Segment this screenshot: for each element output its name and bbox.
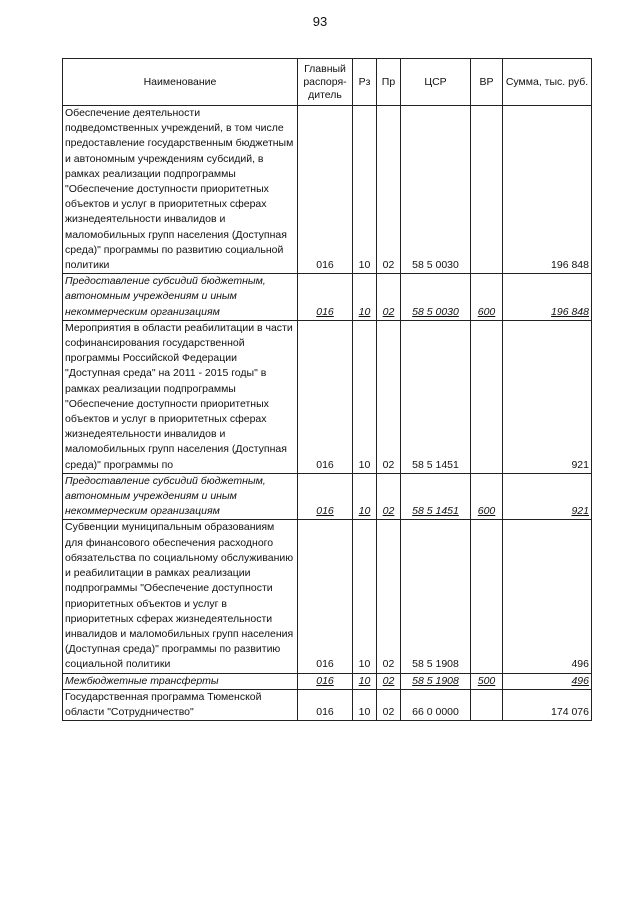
table-row — [63, 106, 592, 274]
cell-pr: 02 — [377, 520, 401, 673]
cell-admin: 016 — [298, 274, 353, 321]
cell-sum: 921 — [503, 473, 592, 520]
table-row — [63, 689, 592, 720]
cell-csr: 66 0 0000 — [401, 689, 471, 720]
cell-admin: 016 — [298, 320, 353, 473]
cell-vr — [471, 320, 503, 473]
header-name: Наименование — [63, 59, 298, 106]
cell-vr — [471, 106, 503, 274]
header-rz: Рз — [353, 59, 377, 106]
cell-admin: 016 — [298, 520, 353, 673]
cell-name: Мероприятия в области реабилитации в части софинансирования государственной программы Российской Федерации "Доступная среда" на 2011 - 2015 годы" в рамках реализации подпрограммы "Обеспечение доступности приоритетных объектов и услуг в приоритетных сферах жизнедеятельности инвалидов и маломобильных групп населения (Доступная среда)" программы по — [63, 320, 298, 473]
cell-csr: 58 5 1908 — [401, 673, 471, 689]
cell-pr: 02 — [377, 320, 401, 473]
header-csr: ЦСР — [401, 59, 471, 106]
cell-admin: 016 — [298, 689, 353, 720]
cell-name: Предоставление субсидий бюджетным, автономным учреждениям и иным некоммерческим организациям — [63, 473, 298, 520]
cell-name: Субвенции муниципальным образованиям для финансового обеспечения расходного обязательства по социальному обслуживанию и реабилитации в рамках реализации подпрограммы "Обеспечение доступности приоритетных объектов и услуг в приоритетных сферах жизнедеятельности инвалидов и маломобильных групп населения (Доступная среда)" программы по развитию социальной политики — [63, 520, 298, 673]
cell-rz: 10 — [353, 520, 377, 673]
cell-rz: 10 — [353, 106, 377, 274]
page-number: 93 — [312, 14, 328, 29]
header-sum: Сумма, тыс. руб. — [503, 59, 592, 106]
cell-pr: 02 — [377, 274, 401, 321]
cell-sum: 196 848 — [503, 274, 592, 321]
table-row — [63, 473, 592, 520]
cell-name: Предоставление субсидий бюджетным, автономным учреждениям и иным некоммерческим организациям — [63, 274, 298, 321]
cell-sum: 196 848 — [503, 106, 592, 274]
cell-name: Государственная программа Тюменской области "Сотрудничество" — [63, 689, 298, 720]
cell-pr: 02 — [377, 106, 401, 274]
cell-sum: 921 — [503, 320, 592, 473]
header-admin: Главный распоря-дитель — [298, 59, 353, 106]
cell-sum: 496 — [503, 520, 592, 673]
cell-admin: 016 — [298, 673, 353, 689]
cell-rz: 10 — [353, 673, 377, 689]
cell-sum: 174 076 — [503, 689, 592, 720]
cell-rz: 10 — [353, 689, 377, 720]
table-row — [63, 320, 592, 473]
budget-table — [62, 58, 592, 721]
cell-csr: 58 5 1451 — [401, 320, 471, 473]
table-row — [63, 520, 592, 673]
header-vr: ВР — [471, 59, 503, 106]
table-row — [63, 673, 592, 689]
cell-rz: 10 — [353, 473, 377, 520]
cell-vr — [471, 689, 503, 720]
cell-admin: 016 — [298, 473, 353, 520]
cell-vr: 500 — [471, 673, 503, 689]
cell-admin: 016 — [298, 106, 353, 274]
cell-csr: 58 5 1908 — [401, 520, 471, 673]
cell-pr: 02 — [377, 673, 401, 689]
cell-name: Обеспечение деятельности подведомственных учреждений, в том числе предоставление государственным бюджетным и автономным учреждениям субсидий, в рамках реализации подпрограммы "Обеспечение доступности приоритетных объектов и услуг в приоритетных сферах жизнедеятельности инвалидов и маломобильных групп населения (Доступная среда)" программы по развитию социальной политики — [63, 106, 298, 274]
table-header-row — [63, 59, 592, 106]
cell-name: Межбюджетные трансферты — [63, 673, 298, 689]
cell-rz: 10 — [353, 320, 377, 473]
cell-sum: 496 — [503, 673, 592, 689]
cell-rz: 10 — [353, 274, 377, 321]
cell-pr: 02 — [377, 689, 401, 720]
table-row — [63, 274, 592, 321]
cell-csr: 58 5 1451 — [401, 473, 471, 520]
cell-pr: 02 — [377, 473, 401, 520]
cell-csr: 58 5 0030 — [401, 106, 471, 274]
cell-csr: 58 5 0030 — [401, 274, 471, 321]
header-pr: Пр — [377, 59, 401, 106]
cell-vr: 600 — [471, 274, 503, 321]
table-body — [63, 106, 592, 721]
cell-vr — [471, 520, 503, 673]
cell-vr: 600 — [471, 473, 503, 520]
